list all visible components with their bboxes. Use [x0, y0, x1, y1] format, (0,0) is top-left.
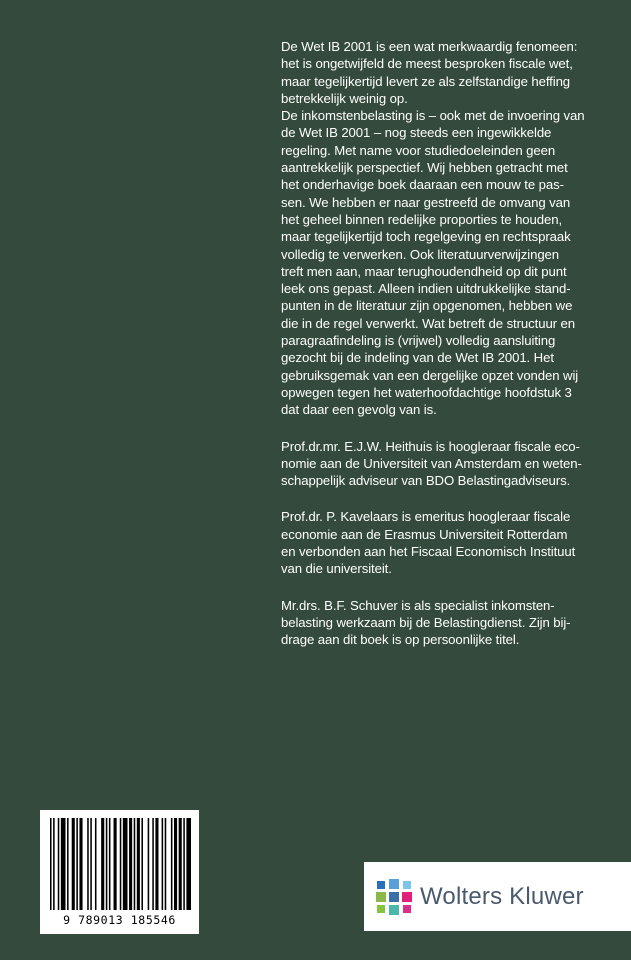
isbn-barcode: [40, 810, 199, 934]
text-line: schappelijk adviseur van BDO Belastingadviseurs.: [281, 473, 571, 489]
publisher-name: Wolters Kluwer: [420, 883, 584, 910]
barcode-bar: [90, 818, 92, 910]
publisher-logo: [364, 862, 631, 931]
barcode-bar: [101, 818, 104, 910]
barcode-bar: [67, 818, 69, 910]
text-line: die in de regel verwerkt. Wat betreft de structuur en: [281, 315, 576, 331]
text-line: punten in de literatuur zijn opgenomen, hebben we: [281, 298, 573, 314]
description-paragraph: [281, 38, 611, 419]
text-line: betrekkelijk weinig op.: [281, 90, 408, 106]
barcode-bars: [48, 818, 191, 910]
barcode-bar: [129, 818, 132, 910]
text-line: De Wet IB 2001 is een wat merkwaardig fenomeen:: [281, 39, 578, 54]
text-line: Prof.dr. P. Kavelaars is emeritus hoogleraar fiscale: [281, 509, 571, 525]
barcode-bar: [134, 818, 136, 910]
text-line: de Wet IB 2001 – nog steeds een ingewikkelde: [281, 125, 552, 141]
text-line: maar tegelijkertijd toch regelgeving en rechtspraak: [281, 229, 571, 245]
text-line: drage aan dit boek is op persoonlijke titel.: [281, 632, 520, 648]
barcode-bar: [79, 818, 82, 910]
text-line: Prof.dr.mr. E.J.W. Heithuis is hoogleraar fiscale eco-: [281, 438, 580, 454]
text-line: paragraafindeling is (vrijwel) volledig aansluiting: [281, 333, 556, 349]
text-line: volledig te verwerken. Ook literatuurverwijzingen: [281, 246, 560, 262]
text-line: treft men aan, maar terughoudendheid op dit punt: [281, 263, 567, 279]
barcode-bar: [87, 818, 89, 910]
barcode-bar: [137, 818, 140, 910]
barcode-bar: [186, 818, 191, 910]
text-line: van die universiteit.: [281, 561, 392, 577]
barcode-bar: [72, 818, 75, 910]
isbn-number: 9 789013 185546: [63, 913, 176, 927]
text-line: sen. We hebben er naar gestreefd de omvang van: [281, 194, 571, 210]
text-line: het onderhavige boek daaraan een mouw te pas-: [281, 177, 564, 193]
text-line: De inkomstenbelasting is – ook met de invoering van: [281, 108, 585, 124]
barcode-bar: [76, 818, 78, 910]
barcode-bar: [165, 818, 167, 910]
barcode-bar: [120, 818, 122, 910]
text-line: het is ongetwijfeld de meest besproken fiscale wet,: [281, 56, 573, 72]
barcode-bar: [95, 818, 97, 910]
barcode-bar: [106, 818, 108, 910]
text-line: gezocht bij de indeling van de Wet IB 2001. Het: [281, 350, 554, 366]
barcode-bar: [155, 818, 158, 910]
text-line: aantrekkelijk perspectief. Wij hebben getracht met: [281, 160, 568, 176]
text-line: belasting werkzaam bij de Belastingdienst. Zijn bij-: [281, 614, 571, 630]
text-line: economie aan de Erasmus Universiteit Rotterdam: [281, 526, 568, 542]
text-line: Mr.drs. B.F. Schuver is als specialist inkomsten-: [281, 597, 555, 613]
barcode-bar: [109, 818, 111, 910]
barcode-bar: [171, 818, 173, 910]
back-cover-text: [281, 38, 611, 649]
author-bio-heithuis: [281, 438, 611, 490]
text-line: nomie aan de Universiteit van Amsterdam en weten-: [281, 455, 582, 471]
text-line: opwegen tegen het waterhoofdachtige hoofdstuk 3: [281, 384, 572, 400]
barcode-bar: [179, 818, 182, 910]
barcode-bar: [114, 818, 117, 910]
author-bio-kavelaars: [281, 508, 611, 577]
text-line: gebruiksgemak van een dergelijke opzet vonden wij: [281, 367, 579, 383]
text-line: het geheel binnen redelijke proporties te houden,: [281, 211, 563, 227]
barcode-bar: [152, 818, 154, 910]
barcode-bar: [50, 818, 52, 910]
barcode-bar: [123, 818, 128, 910]
text-line: regeling. Met name voor studiedoeleinden geen: [281, 142, 556, 158]
barcode-bar: [148, 818, 150, 910]
barcode-bar: [183, 818, 185, 910]
text-line: dat daar een gevolg van is.: [281, 402, 437, 418]
author-bio-schuver: [281, 597, 611, 649]
barcode-bar: [61, 818, 66, 910]
text-line: en verbonden aan het Fiscaal Economisch Instituut: [281, 544, 576, 560]
barcode-bar: [141, 818, 143, 910]
barcode-bar: [53, 818, 55, 910]
text-line: maar tegelijkertijd levert ze als zelfstandige heffing: [281, 73, 571, 89]
wolters-kluwer-logo-icon: [375, 878, 413, 916]
barcode-bar: [174, 818, 177, 910]
text-line: leek ons gepast. Alleen indien uitdrukkelijke stand-: [281, 281, 571, 297]
barcode-bar: [162, 818, 164, 910]
barcode-bar: [58, 818, 60, 910]
